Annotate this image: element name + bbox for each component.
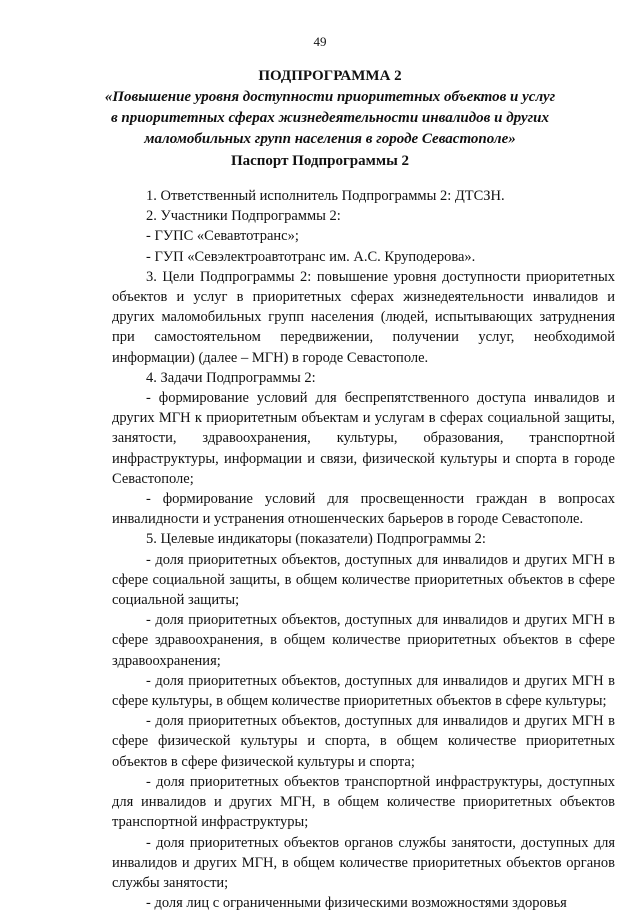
page-number: 49: [313, 34, 327, 49]
paragraph: - доля приоритетных объектов транспортной инфраструктуры, доступных для инвалидов и других МГН, в общем количестве приоритетных объектов транспортной инфраструктуры;: [112, 773, 615, 831]
paragraph: - доля приоритетных объектов, доступных для инвалидов и других МГН в сфере культуры, в общем количестве приоритетных объектов в сфере культуры;: [112, 672, 615, 710]
paragraph: - формирование условий для просвещенности граждан в вопросах инвалидности и устранения отношенческих барьеров в городе Севастополе.: [112, 491, 615, 528]
passport-body: [112, 186, 615, 913]
passport-title: Паспорт Подпрограммы 2: [230, 153, 410, 169]
paragraph: 3. Цели Подпрограммы 2: повышение уровня доступности приоритетных объектов и услуг в приоритетных сферах жизнедеятельности инвалидов и других маломобильных групп населения (людей, испытывающих затруднения при самостоятельном передвижении, получении услуг, необходимой информации) (далее – МГН) в городе Севастополе.: [112, 268, 615, 366]
subprogram-name: «Повышение уровня доступности приоритетных объектов и услуг в приоритетных сферах жизнедеятельности инвалидов и других маломобильных групп населения в городе Севастополе»: [104, 89, 556, 147]
paragraph: - формирование условий для беспрепятственного доступа инвалидов и других МГН к приоритетным объектам и услугам в сферах социальной защиты, занятости, здравоохранения, культуры, образования, транспортной инфраструктуры, информации и связи, физической культуры и спорта в городе Севастополе;: [112, 390, 615, 487]
subprogram-heading: ПОДПРОГРАММА 2: [258, 68, 402, 84]
subprogram-title: [100, 66, 560, 150]
paragraph: - доля лиц с ограниченными физическими возможностями здоровья: [146, 895, 567, 912]
paragraph: - доля приоритетных объектов органов службы занятости, доступных для инвалидов и других МГН, в общем количестве приоритетных объектов органов службы занятости;: [112, 834, 615, 891]
paragraph: - доля приоритетных объектов, доступных для инвалидов и других МГН в сфере социальной защиты, в общем количестве приоритетных объектов в сфере социальной защиты;: [112, 551, 615, 609]
paragraph: 2. Участники Подпрограммы 2:: [146, 208, 341, 225]
paragraph: 5. Целевые индикаторы (показатели) Подпрограммы 2:: [146, 531, 486, 548]
paragraph: - ГУПС «Севавтотранс»;: [146, 228, 299, 245]
paragraph: 4. Задачи Подпрограммы 2:: [146, 369, 316, 386]
paragraph: - ГУП «Севэлектроавтотранс им. А.С. Круподерова».: [146, 248, 476, 265]
paragraph: - доля приоритетных объектов, доступных для инвалидов и других МГН в сфере здравоохранения, в общем количестве приоритетных объектов в сфере здравоохранения;: [112, 612, 615, 669]
paragraph: 1. Ответственный исполнитель Подпрограммы 2: ДТСЗН.: [146, 188, 505, 204]
paragraph: - доля приоритетных объектов, доступных для инвалидов и других МГН в сфере физической культуры и спорта, в общем количестве приоритетных объектов в сфере физической культуры и спорта;: [112, 713, 615, 770]
